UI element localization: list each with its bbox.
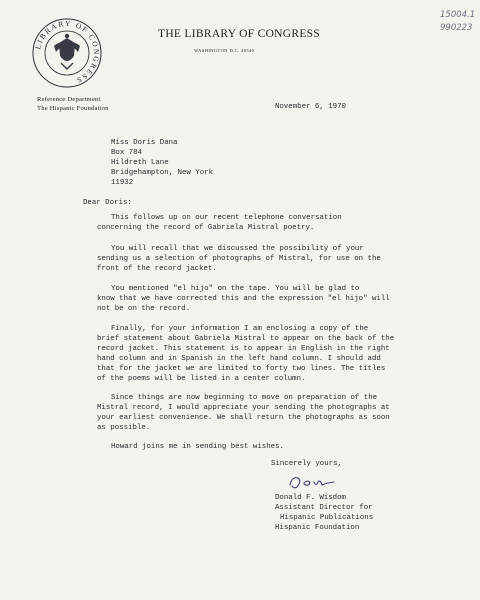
paragraph-3 — [97, 284, 397, 314]
letterhead-address: WASHINGTON D.C. 20540 — [194, 48, 255, 53]
paragraph-line: concerning the record of Gabriela Mistral poetry. — [97, 224, 315, 232]
signer-title: Hispanic Foundation — [275, 524, 360, 532]
paragraph-1 — [97, 213, 397, 233]
catalog-number-secondary: 990223 — [440, 23, 473, 33]
paragraph-4 — [97, 324, 397, 384]
paragraph-line: record jacket. This statement is to appear in English in the right — [97, 345, 390, 353]
paragraph-line: Howard joins me in sending best wishes. — [111, 443, 284, 451]
paragraph-line: of the poems will be listed in a center column. — [97, 375, 306, 383]
recipient-street: Hildreth Lane — [111, 159, 169, 167]
signer-title: Assistant Director for — [275, 504, 373, 512]
paragraph-line: You will recall that we discussed the possibility of your — [111, 245, 364, 253]
paragraph-5 — [97, 393, 397, 433]
paragraph-line: front of the record jacket. — [97, 265, 217, 273]
paragraph-line: your earliest convenience. We shall return the photographs as soon — [97, 414, 390, 422]
seal-ring-text: LIBRARY OF CONGRESS — [33, 18, 102, 86]
paragraph-line: Mistral record, I would appreciate your sending the photographs at — [97, 404, 390, 412]
closing: Sincerely yours, — [271, 460, 342, 468]
recipient-name: Miss Doris Dana — [111, 139, 178, 147]
paragraph-line: Since things are now beginning to move on preparation of the — [111, 394, 378, 402]
signature-initials — [290, 476, 292, 477]
signer-name: Donald F. Wisdom — [275, 494, 346, 502]
division-name: The Hispanic Foundation — [37, 105, 109, 112]
salutation: Dear Doris: — [83, 199, 132, 207]
recipient-city: Bridgehampton, New York — [111, 169, 214, 177]
paragraph-line: not be on the record. — [97, 305, 191, 313]
handwritten-signature — [286, 473, 346, 493]
department-name: Reference Department — [37, 96, 101, 103]
paragraph-line: You mentioned "el hijo" on the tape. You will be glad to — [111, 285, 360, 293]
library-of-congress-seal — [30, 16, 104, 90]
paragraph-line: know that we have corrected this and the expression "el hijo" will — [97, 295, 390, 303]
recipient-zip: 11932 — [111, 179, 134, 187]
paragraph-line: This follows up on our recent telephone conversation — [111, 214, 342, 222]
paragraph-line: that for the jacket we are limited to forty two lines. The titles — [97, 365, 386, 373]
catalog-number: 15004.1 — [440, 10, 476, 20]
letterhead-title: THE LIBRARY OF CONGRESS — [158, 28, 321, 40]
paragraph-line: hand column and in Spanish in the left hand column. I should add — [97, 355, 381, 363]
signer-title: Hispanic Publications — [280, 514, 374, 522]
paragraph-line: sending us a selection of photographs of Mistral, for use on the — [97, 255, 381, 263]
paragraph-6 — [111, 442, 411, 452]
paragraph-line: brief statement about Gabriela Mistral to appear on the back of the — [97, 335, 395, 343]
paragraph-line: Finally, for your information I am enclosing a copy of the — [111, 325, 369, 333]
letter-date: November 6, 1970 — [275, 103, 346, 111]
recipient-box: Box 784 — [111, 149, 143, 157]
paragraph-2 — [97, 244, 397, 274]
paragraph-line: as possible. — [97, 424, 151, 432]
